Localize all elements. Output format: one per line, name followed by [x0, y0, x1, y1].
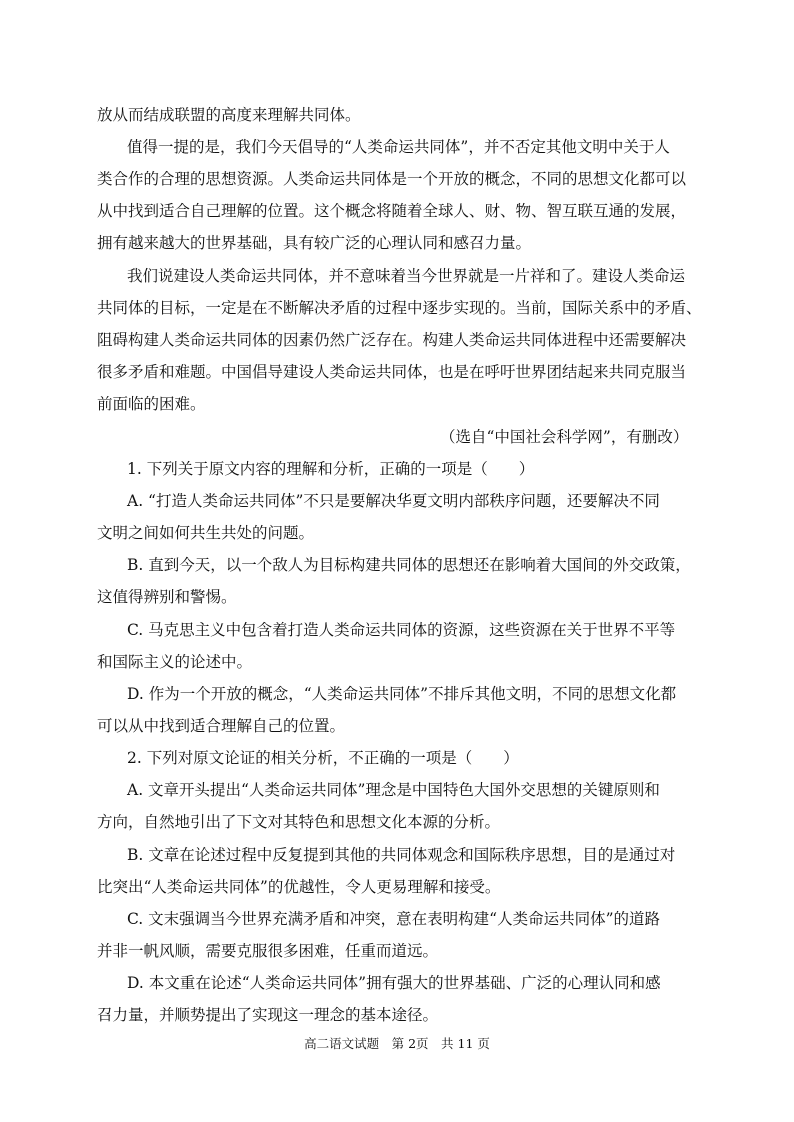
- passage-line: 很多矛盾和难题。中国倡导建设人类命运共同体，也是在呼吁世界团结起来共同克服当: [97, 363, 687, 381]
- q1-option-a-cont: 文明之间如何共生共处的问题。: [97, 524, 315, 542]
- passage-line: 阻碍构建人类命运共同体的因素仍然广泛存在。构建人类命运共同体进程中还需要解决: [97, 331, 687, 349]
- q2-option-d-cont: 召力量，并顺势提出了实现这一理念的基本途径。: [97, 1006, 439, 1024]
- q2-option-d: D. 本文重在论述“人类命运共同体”拥有强大的世界基础、广泛的心理认同和感: [127, 974, 661, 992]
- question-2-stem: 2. 下列对原文论证的相关分析，不正确的一项是（ ）: [127, 749, 519, 767]
- q2-option-c-cont: 并非一帆风顺，需要克服很多困难，任重而道远。: [97, 942, 439, 960]
- q1-option-c-cont: 和国际主义的论述中。: [97, 653, 253, 671]
- passage-line: 共同体的目标，一定是在不断解决矛盾的过程中逐步实现的。当前，国际关系中的矛盾、: [97, 299, 702, 317]
- passage-line: 类合作的合理的思想资源。人类命运共同体是一个开放的概念，不同的思想文化都可以: [97, 170, 687, 188]
- passage-line: 前面临的困难。: [97, 395, 206, 413]
- q1-option-a: A. “打造人类命运共同体”不只是要解决华夏文明内部秩序问题，还要解决不同: [127, 492, 660, 510]
- q1-option-b: B. 直到今天，以一个敌人为目标构建共同体的思想还在影响着大国间的外交政策，: [127, 556, 691, 574]
- question-1-stem: 1. 下列关于原文内容的理解和分析，正确的一项是（ ）: [127, 460, 535, 478]
- q2-option-a: A. 文章开头提出“人类命运共同体”理念是中国特色大国外交思想的关键原则和: [127, 781, 660, 799]
- passage-line: 我们说建设人类命运共同体，并不意味着当今世界就是一片祥和了。建设人类命运: [127, 267, 686, 285]
- passage-line: 放从而结成联盟的高度来理解共同体。: [97, 106, 361, 124]
- passage-source: （选自“中国社会科学网”，有删改）: [440, 428, 689, 446]
- q2-option-a-cont: 方向，自然地引出了下文对其特色和思想文化本源的分析。: [97, 813, 501, 831]
- q2-option-c: C. 文末强调当今世界充满矛盾和冲突，意在表明构建“人类命运共同体”的道路: [127, 910, 661, 928]
- passage-line: 值得一提的是，我们今天倡导的“人类命运共同体”，并不否定其他文明中关于人: [127, 138, 670, 156]
- passage-line: 从中找到适合自己理解的位置。这个概念将随着全球人、财、物、智互联互通的发展，: [97, 202, 687, 220]
- page-footer: 高二语文试题 第 2页 共 11 页: [304, 1036, 490, 1051]
- q2-option-b: B. 文章在论述过程中反复提到其他的共同体观念和国际秩序思想，目的是通过对: [127, 846, 676, 864]
- passage-line: 拥有越来越大的世界基础，具有较广泛的心理认同和感召力量。: [97, 234, 532, 252]
- q1-option-c: C. 马克思主义中包含着打造人类命运共同体的资源，这些资源在关于世界不平等: [127, 621, 676, 639]
- q1-option-d-cont: 可以从中找到适合理解自己的位置。: [97, 717, 346, 735]
- q1-option-b-cont: 这值得辨别和警惕。: [97, 588, 237, 606]
- q1-option-d: D. 作为一个开放的概念，“人类命运共同体”不排斥其他文明，不同的思想文化都: [127, 685, 677, 703]
- q2-option-b-cont: 比突出“人类命运共同体”的优越性，令人更易理解和接受。: [97, 878, 501, 896]
